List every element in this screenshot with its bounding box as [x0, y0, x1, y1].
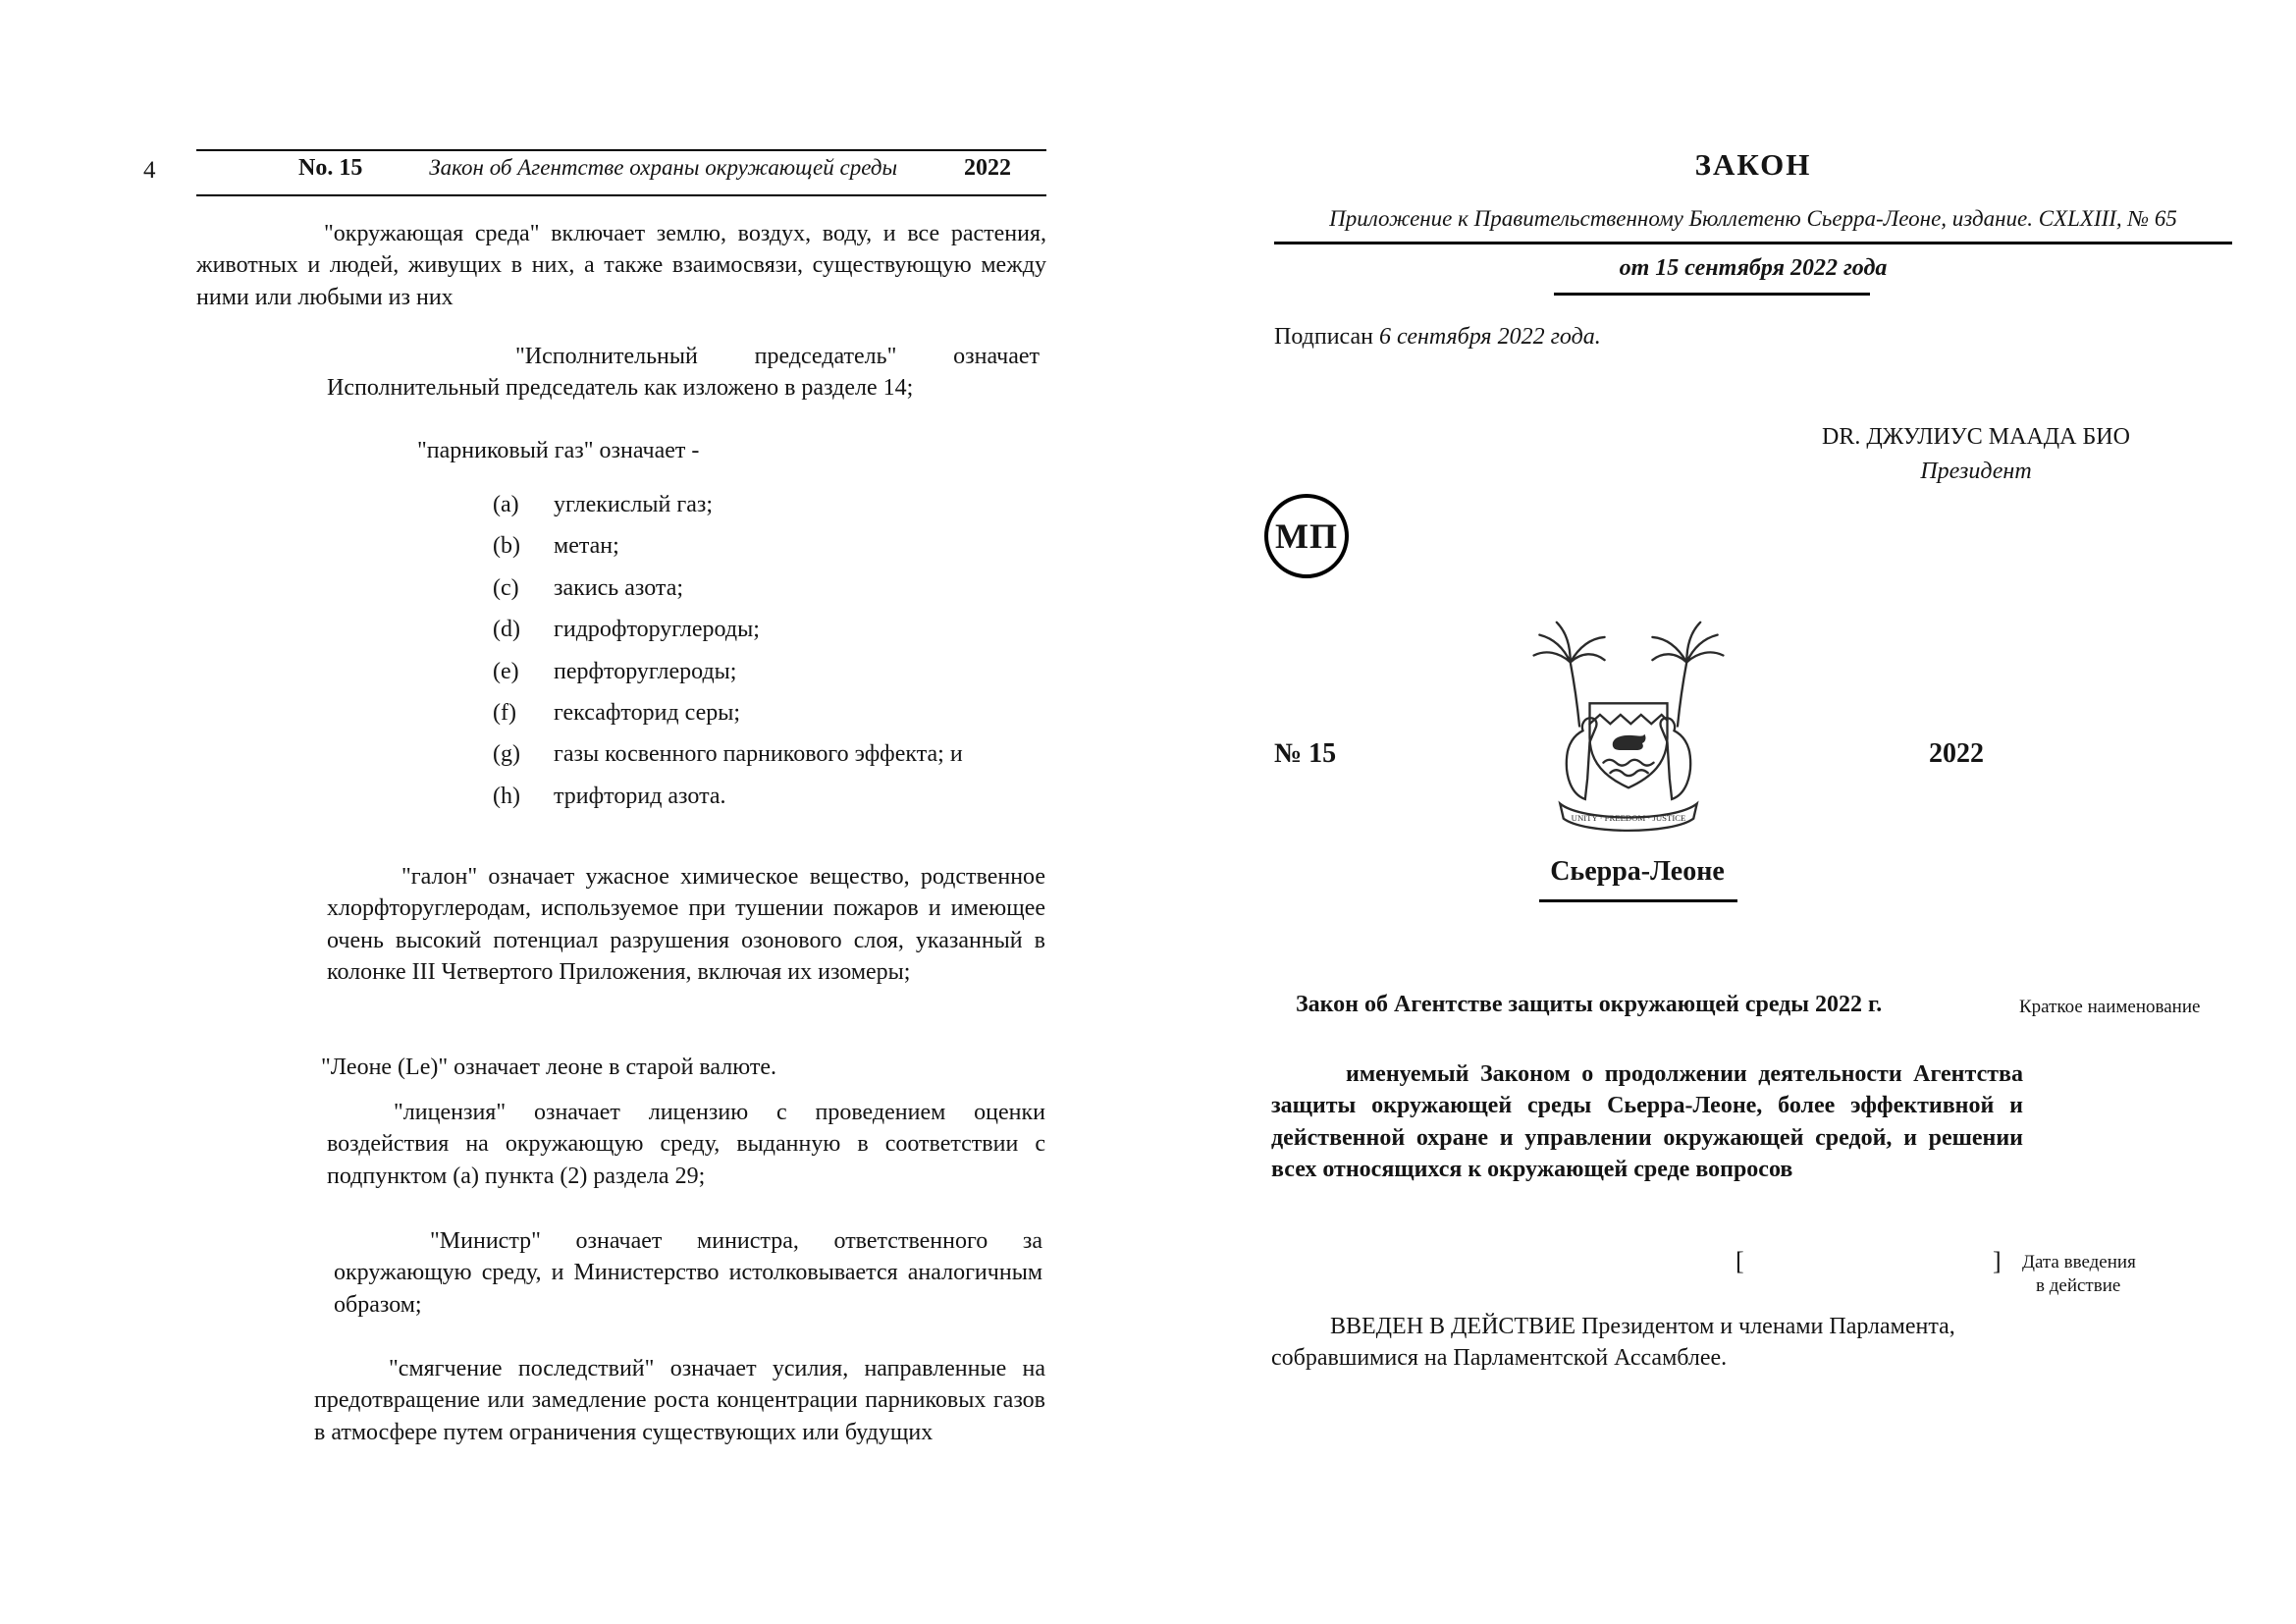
header-act-number: No. 15	[298, 155, 363, 181]
preamble-paragraph: именуемый Законом о продолжении деятельности Агентства защиты окружающей среды Сьерра-Леоне, более эффективной и действенной охране и управлении окружающей средой, и решении всех относящихся к окружающей среде вопросов	[1271, 1061, 2023, 1183]
greenhouse-gas-list	[196, 489, 1046, 822]
commencement-bracket-close: ]	[1993, 1247, 2002, 1275]
commencement-bracket-open: [	[1735, 1247, 1744, 1275]
paragraph-executive-chairman-definition: "Исполнительный председатель" означает Исполнительный председатель как изложено в разделе 14;	[327, 344, 1040, 402]
list-item-text: гидрофторуглероды;	[554, 617, 760, 643]
list-item	[196, 781, 1046, 812]
list-item-text: закись азота;	[554, 574, 684, 601]
list-item	[196, 614, 1046, 645]
law-heading: ЗАКОН	[1694, 147, 1812, 182]
list-item	[196, 738, 1046, 770]
list-marker: (d)	[493, 617, 520, 643]
list-item-text: метан;	[554, 533, 619, 560]
margin-note-commencement-line2: в действие	[2036, 1274, 2121, 1296]
list-item	[196, 697, 1046, 729]
header-act-title: Закон об Агентстве охраны окружающей среды	[429, 155, 898, 180]
president-signature-block	[1711, 420, 2241, 489]
header-rule-bottom	[196, 194, 1046, 196]
act-number: № 15	[1274, 738, 1337, 769]
margin-note-commencement	[2022, 1251, 2248, 1298]
list-marker: (e)	[493, 658, 519, 684]
list-marker: (b)	[493, 533, 520, 560]
paragraph-greenhouse-gas-definition: "парниковый газ" означает -	[417, 438, 700, 463]
list-item	[196, 572, 1046, 604]
list-marker: (a)	[493, 492, 519, 517]
gazette-line: Приложение к Правительственному Бюллетеню Сьерра-Леоне, издание. CXLXIII, № 65	[1329, 206, 2177, 231]
margin-note-commencement-line1: Дата введения	[2022, 1252, 2136, 1272]
coat-of-arms-icon	[1512, 617, 1745, 856]
signed-date: 6 сентября 2022 года.	[1378, 324, 1601, 350]
signed-prefix: Подписан	[1274, 324, 1379, 350]
list-item	[196, 530, 1046, 562]
gazette-rule	[1274, 242, 2232, 244]
list-item-text: перфторуглероды;	[554, 658, 737, 684]
signed-line	[1274, 324, 2059, 351]
list-item-text: углекислый газ;	[554, 492, 713, 517]
paragraph-license-definition: "лицензия" означает лицензию с проведением оценки воздействия на окружающую среду, выданную в соответствии с подпунктом (а) пункта (2) раздела 29;	[327, 1100, 1045, 1189]
seal-placeholder	[1264, 494, 1349, 578]
date-underline-rule	[1554, 293, 1870, 296]
paragraph-halon-definition: "галон" означает ужасное химическое вещество, родственное хлорфторуглеродам, используемое при тушении пожаров и имеющее очень высокий потенциал разрушения озонового слоя, указанный в колонке III Четвертого Приложения, включая их изомеры;	[327, 864, 1045, 986]
country-underline-rule	[1539, 899, 1737, 902]
running-header	[196, 155, 1046, 182]
seal-text: МП	[1275, 516, 1338, 556]
paragraph-environment-definition: "окружающая среда" включает землю, воздух, воду, и все растения, животных и людей, живущих в них, а также взаимосвязи, существующую между ними или любыми из них	[196, 221, 1046, 310]
list-item-text: трифторид азота.	[554, 783, 726, 809]
paragraph-minister-definition: "Министр" означает министра, ответственного за окружающую среду, и Министерство истолковывается аналогичным образом;	[334, 1228, 1042, 1318]
short-title-line: Закон об Агентстве защиты окружающей среды 2022 г.	[1296, 992, 1883, 1017]
paragraph-mitigation-definition: "смягчение последствий" означает усилия, направленные на предотвращение или замедление роста концентрации парниковых газов в атмосфере путем ограничения существующих или будущих	[314, 1356, 1045, 1445]
header-year: 2022	[963, 155, 1011, 181]
list-marker: (c)	[493, 574, 519, 601]
paragraph-leone-definition: "Леоне (Le)" означает леоне в старой валюте.	[321, 1055, 777, 1080]
list-marker: (h)	[493, 783, 520, 809]
country-name: Сьерра-Леоне	[1550, 856, 1725, 887]
list-item	[196, 656, 1046, 687]
margin-note-short-title: Краткое наименование	[2019, 997, 2201, 1017]
page-number: 4	[143, 157, 156, 184]
coat-of-arms-motto: UNITY · FREEDOM · JUSTICE	[1571, 812, 1686, 823]
list-item-text: гексафторид серы;	[554, 699, 741, 726]
list-marker: (f)	[493, 699, 516, 726]
president-title: Президент	[1920, 458, 2032, 484]
list-marker: (g)	[493, 741, 520, 768]
president-name: DR. ДЖУЛИУС МААДА БИО	[1822, 424, 2130, 450]
list-item-text: газы косвенного парникового эффекта; и	[554, 741, 963, 768]
list-item	[196, 489, 1046, 520]
enactment-clause: ВВЕДЕН В ДЕЙСТВИЕ Президентом и членами Парламента, собравшимися на Парламентской Ассамблее.	[1271, 1314, 1955, 1372]
gazette-date-line: от 15 сентября 2022 года	[1619, 255, 1888, 281]
header-rule-top	[196, 149, 1046, 151]
act-year: 2022	[1929, 738, 1984, 769]
